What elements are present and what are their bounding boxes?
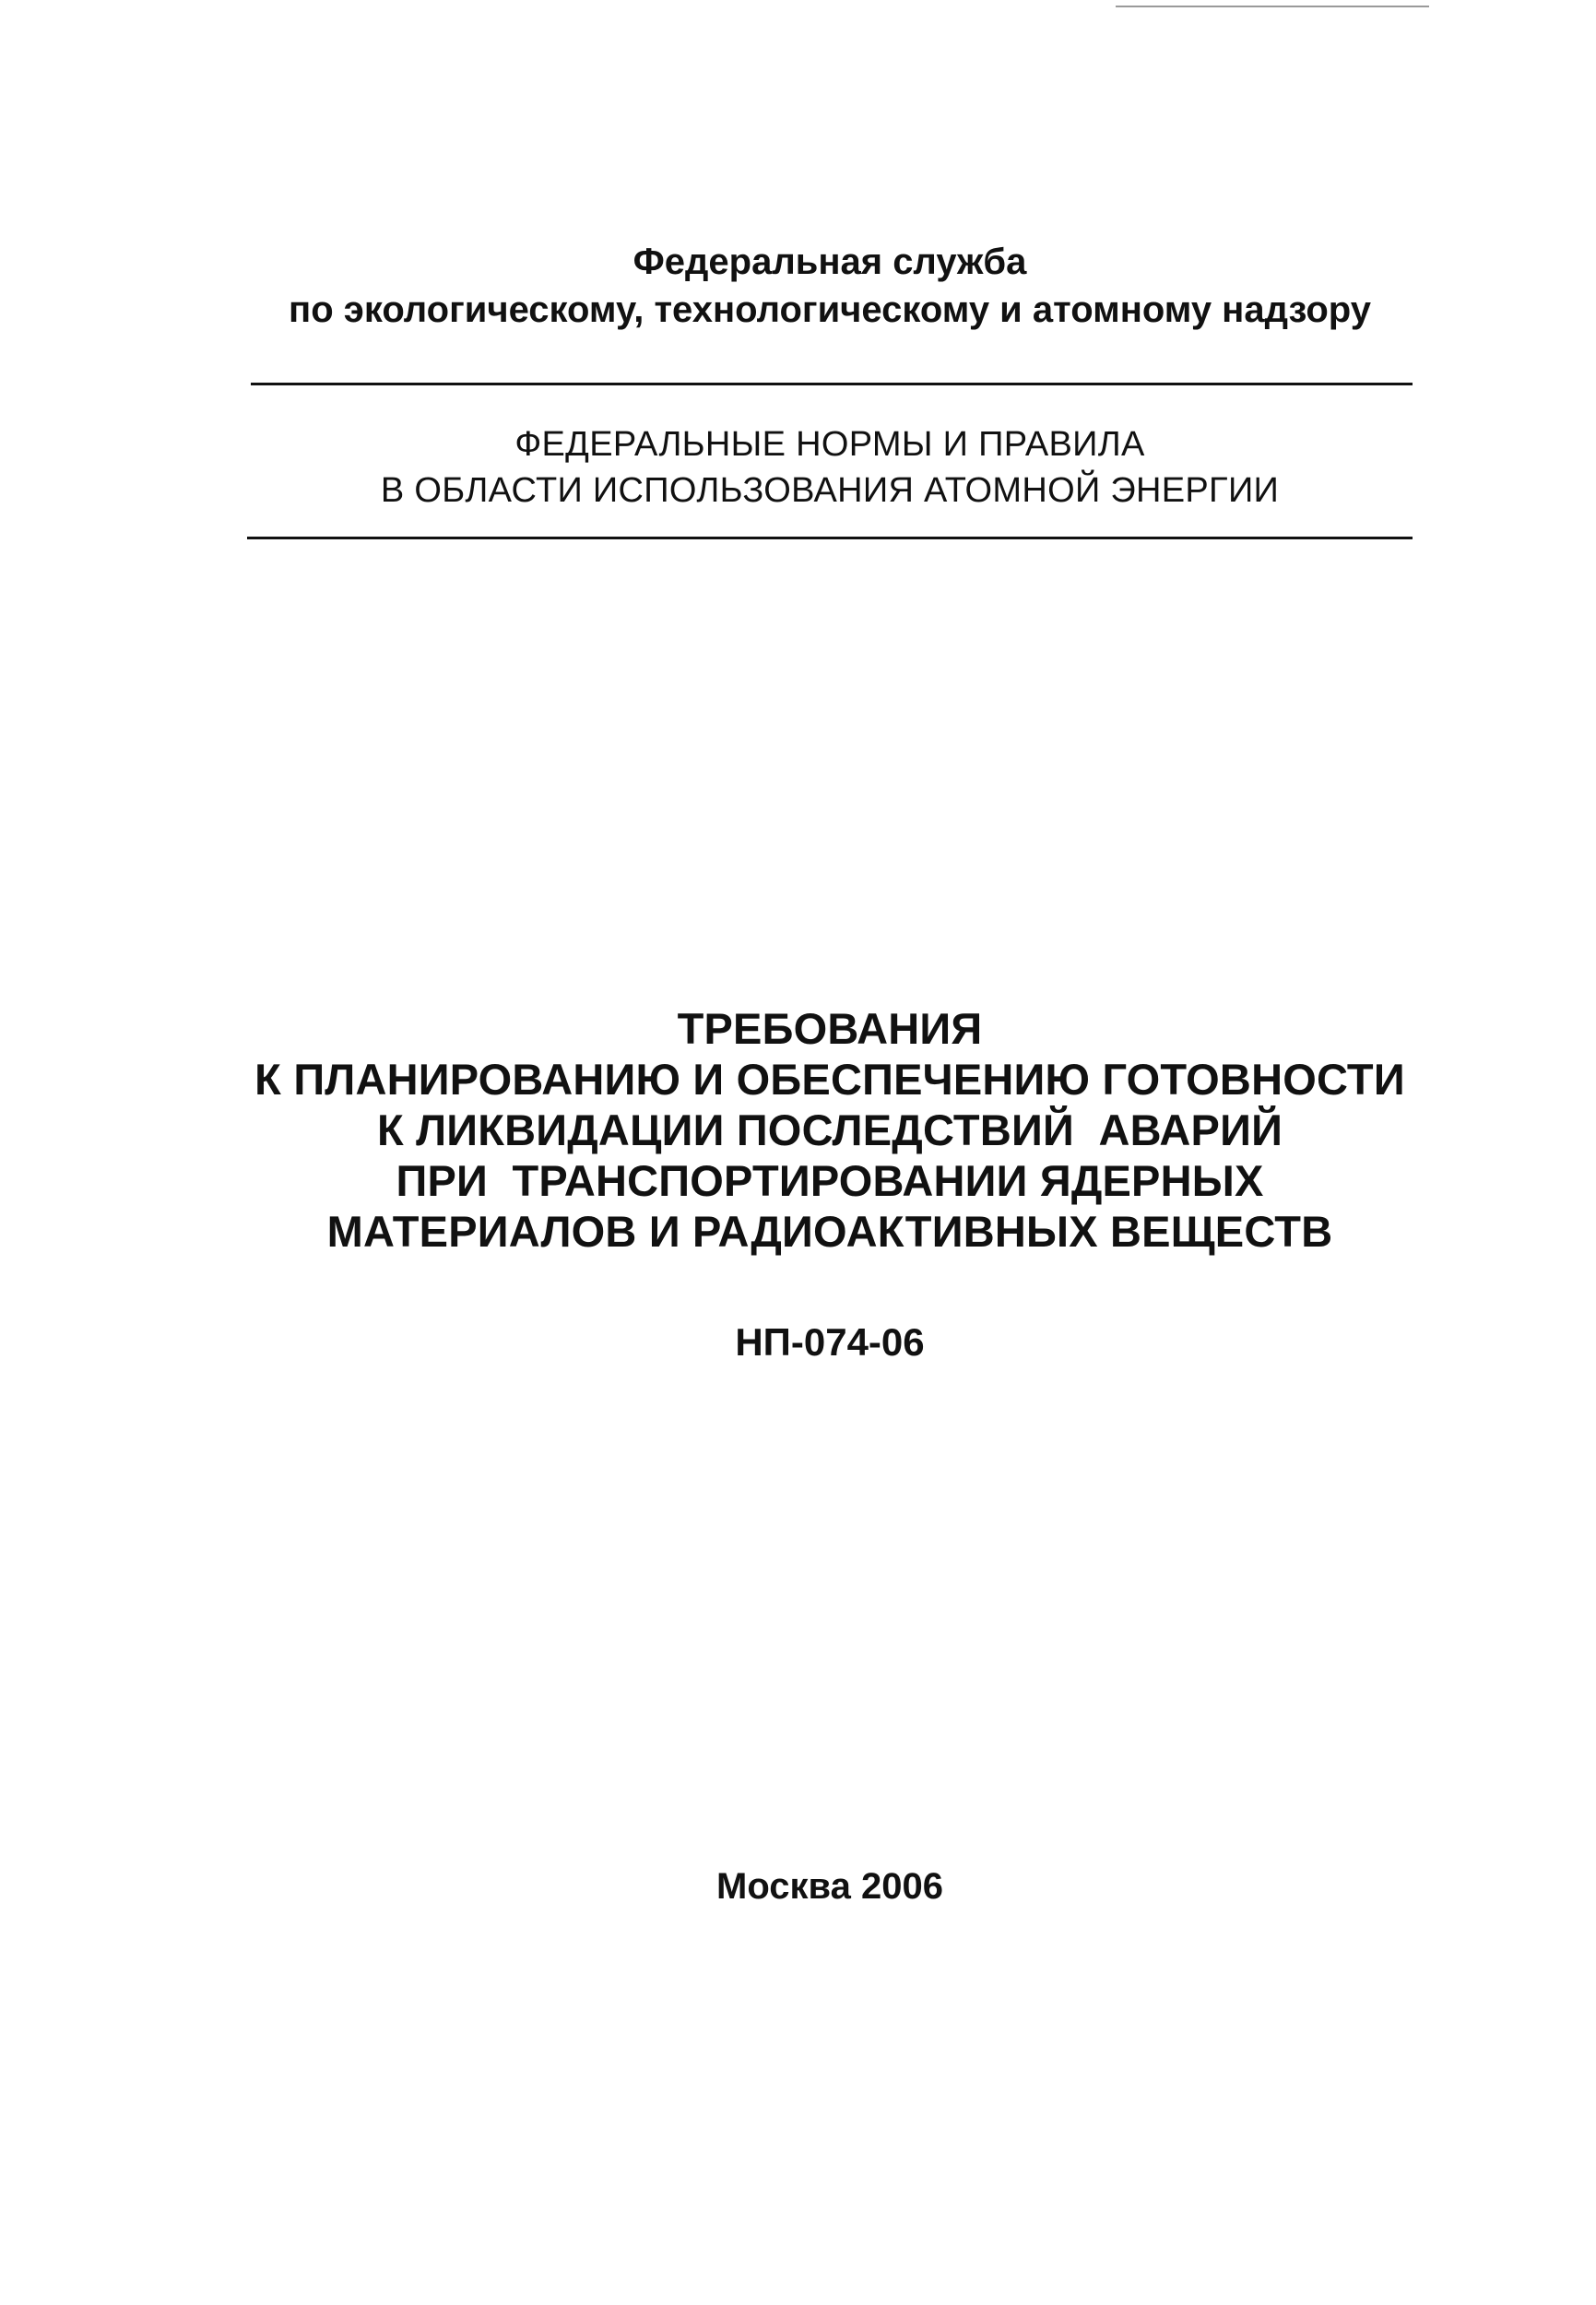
document-title: [244, 1003, 1415, 1257]
series-line-1: ФЕДЕРАЛЬНЫЕ НОРМЫ И ПРАВИЛА: [514, 425, 1145, 464]
place-year: Москва 2006: [716, 1866, 943, 1907]
series-heading: [244, 421, 1415, 514]
document-code: НП-074-06: [735, 1320, 925, 1364]
series-line-2: В ОБЛАСТИ ИСПОЛЬЗОВАНИЯ АТОМНОЙ ЭНЕРГИИ: [380, 471, 1280, 510]
title-line: МАТЕРИАЛОВ И РАДИОАКТИВНЫХ ВЕЩЕСТВ: [326, 1207, 1333, 1256]
agency-scope: по экологическому, технологическому и атомному надзору: [289, 290, 1371, 330]
title-line: ТРЕБОВАНИЯ: [677, 1004, 983, 1053]
divider-top: [251, 383, 1413, 385]
divider-bottom: [247, 537, 1413, 539]
agency-header: [244, 238, 1415, 334]
title-line: К ЛИКВИДАЦИИ ПОСЛЕДСТВИЙ АВАРИЙ: [376, 1105, 1283, 1154]
title-line: К ПЛАНИРОВАНИЮ И ОБЕСПЕЧЕНИЮ ГОТОВНОСТИ: [254, 1055, 1405, 1104]
title-line: ПРИ ТРАНСПОРТИРОВАНИИ ЯДЕРНЫХ: [396, 1156, 1264, 1205]
corner-rule: [1116, 6, 1429, 7]
agency-name: Федеральная служба: [632, 242, 1027, 282]
